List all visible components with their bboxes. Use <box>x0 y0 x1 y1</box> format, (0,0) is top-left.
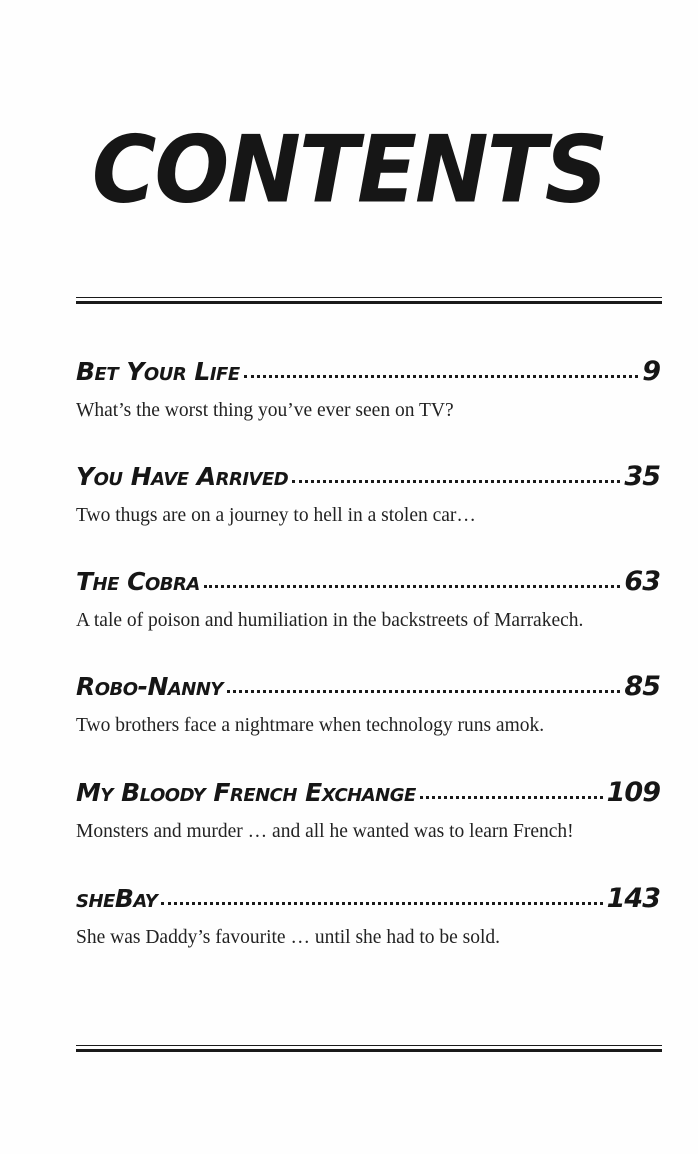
page-title: CONTENTS <box>91 115 607 224</box>
dot-leader <box>292 480 620 483</box>
toc-entry-description: Two thugs are on a journey to hell in a stolen car… <box>76 505 476 526</box>
toc-entry-heading <box>76 777 660 817</box>
toc-entry-page-number: 35 <box>624 461 660 492</box>
toc-entry-page-number: 85 <box>624 671 660 702</box>
top-divider <box>76 297 662 305</box>
toc-entry-title: You Have Arrived <box>76 462 289 491</box>
toc-entry-title: My Bloody French Exchange <box>76 778 416 807</box>
bottom-divider-thin-line <box>76 1045 662 1046</box>
toc-entry-title: The Cobra <box>76 567 200 596</box>
toc-entry-page-number: 63 <box>624 566 660 597</box>
toc-entry-heading <box>76 671 660 711</box>
toc-entry[interactable] <box>76 883 660 949</box>
toc-entry-heading <box>76 883 660 923</box>
bottom-divider-thick-line <box>76 1049 662 1052</box>
dot-leader <box>161 902 602 905</box>
dot-leader <box>420 796 603 799</box>
toc-entry-heading <box>76 356 660 396</box>
toc-entry-heading <box>76 461 660 501</box>
toc-entry[interactable] <box>76 671 660 737</box>
top-divider-thin-line <box>76 297 662 298</box>
toc-entry[interactable] <box>76 461 660 527</box>
bottom-divider <box>76 1045 662 1053</box>
toc-entry-description: Monsters and murder … and all he wanted was to learn French! <box>76 821 574 842</box>
top-divider-thick-line <box>76 301 662 304</box>
toc-entry-page-number: 109 <box>606 777 660 808</box>
toc-entry-description: A tale of poison and humiliation in the backstreets of Marrakech. <box>76 610 584 631</box>
toc-entry[interactable] <box>76 777 660 843</box>
toc-entry-description: Two brothers face a nightmare when technology runs amok. <box>76 715 545 736</box>
toc-entry-description: She was Daddy’s favourite … until she had to be sold. <box>76 927 501 948</box>
toc-entry[interactable] <box>76 566 660 632</box>
toc-entry-heading <box>76 566 660 606</box>
dot-leader <box>227 690 620 693</box>
dot-leader <box>204 585 621 588</box>
toc-entry[interactable] <box>76 356 660 422</box>
toc-entry-title: sheBay <box>76 884 158 913</box>
toc-entry-page-number: 9 <box>642 356 660 387</box>
toc-entry-description: What’s the worst thing you’ve ever seen on TV? <box>76 400 454 421</box>
toc-entry-title: Bet Your Life <box>76 357 240 386</box>
toc-entry-title: Robo-Nanny <box>76 672 223 701</box>
toc-entry-page-number: 143 <box>606 883 660 914</box>
dot-leader <box>244 375 639 378</box>
